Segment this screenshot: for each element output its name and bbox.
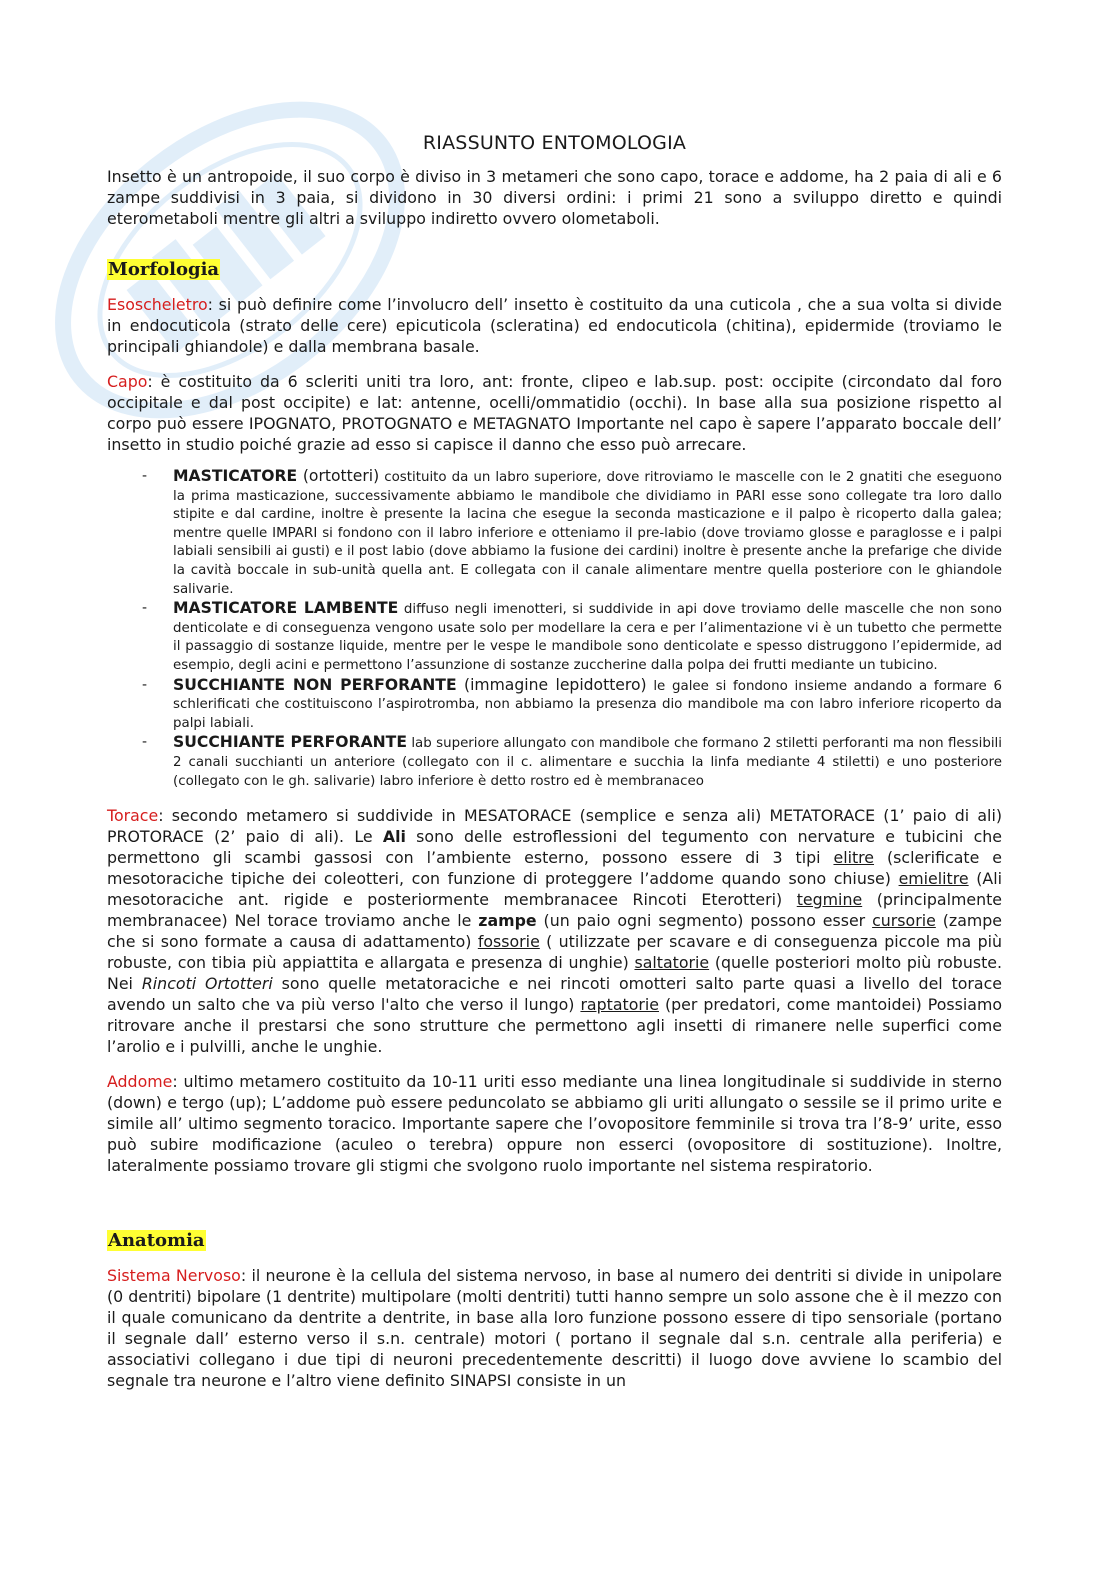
mouthparts-list	[107, 467, 1002, 791]
term-addome: Addome	[107, 1072, 173, 1092]
term-torace: Torace	[107, 806, 159, 826]
list-item: - MASTICATORE (ortotteri) costituito da un labro superiore, dove ritroviamo le mascelle con le 2 gnatiti che eseguono la prima masticazione, successivamente abbiamo le mandibole che dividiamo in PARI esse sono collegate tra loro dallo stipite e dal cardine, inoltre è presente la lacina che esegue la seconda masticazione e il palpo è ricoperto dalla galea; mentre quelle IMPARI si fondono con il labro inferiore e otteniamo il pre-labio (dove troviamo glosse e paraglosse e i palpi labiali sensibili ai gusti) e il post labio (dove abbiamo la fusione dei cardini) inoltre è presente anche la prefarige che divide la cavità boccale in sub-unità quella ant. E collegata con il canale alimentare mentre quella posteriore con le ghiandole salivarie.	[173, 467, 1002, 599]
term-esoscheletro: Esoscheletro	[107, 295, 208, 314]
list-item: - SUCCHIANTE NON PERFORANTE (immagine lepidottero) le galee si fondono insieme andando a formare 6 schlerificati che costituiscono l’aspirotromba, non abbiamo la presenza dio mandibole ma con labro inferiore ricoperto da palpi labiali.	[173, 676, 1002, 734]
section-heading-anatomia: Anatomia	[108, 1230, 205, 1252]
paragraph-torace: Torace: secondo metamero si suddivide in MESATORACE (semplice e senza ali) METATORACE (1’ paio di ali) PROTORACE (2’ paio di ali). Le Ali sono delle estroflessioni del tegumento con nervature e tubicini che permettono gli scambi gassosi con l’ambiente esterno, possono essere di 3 tipi elitre (sclerificate e mesotoraciche tipiche dei coleotteri, con funzione di proteggere l’addome quando sono chiuse) emielitre (Ali mesotoraciche ant. rigide e posteriormente membranacee Rincoti Eterotteri) tegmine (principalmente membranacee) Nel torace troviamo anche le zampe (un paio ogni segmento) possono esser cursorie (zampe che si sono formate a causa di adattamento) fossorie ( utilizzate per scavare e di conseguenza piccole ma più robuste, con tibia più appiattita e allargata e presenza di unghie) saltatorie (quelle posteriori molto più robuste. Nei Rincoti Ortotteri sono quelle metatoraciche e nei rincoti omotteri salto parte quasi a livello del torace avendo un salto che va più verso l'alto che verso il lungo) raptatorie (per predatori, come mantoidei) Possiamo ritrovare anche il prestarsi che sono strutture che permettono agli insetti di rimanere nelle superfici come l’arolio e i pulvilli, anche le unghie.	[107, 806, 1003, 1057]
section-heading-morfologia: Morfologia	[108, 259, 220, 280]
list-item: - SUCCHIANTE PERFORANTE lab superiore allungato con mandibole che formano 2 stiletti perforanti ma non flessibili 2 canali succhianti un anteriore (collegato con il c. alimentare e succhia la linfa mediante 4 stiletti) e uno posteriore (collegato con le gh. salivarie) labro inferiore è detto rostro ed è membranaceo	[173, 733, 1002, 791]
paragraph-addome: Addome: ultimo metamero costituito da 10-11 uriti esso mediante una linea longitudinale si suddivide in sterno (down) e tergo (up); L’addome può essere peduncolato se abbiamo gli uriti allungato o sessile se il primo urite e simile all’ ultimo segmento toracico. Importante sapere che l’ovopositore femminile si trova tra l’8-9’ urite, esso può subire modificazione (aculeo o terebra) oppure non esserci (ovopositore di sostituzione). Inoltre, lateralmente possiamo trovare gli stigmi che svolgono ruolo importante nel sistema respiratorio.	[107, 1072, 1002, 1176]
paragraph-capo: Capo: è costituito da 6 scleriti uniti tra loro, ant: fronte, clipeo e lab.sup. post: occipite (circondato dal foro occipitale e dal post occipite) e lat: antenne, ocelli/ommatidio (occhi). In base alla sua posizione rispetto al corpo può essere IPOGNATO, PROTOGNATO e METAGNATO Importante nel capo è sapere l’apparato boccale dell’ insetto in studio poiché grazie ad esso si capisce il danno che esso può arrecare.	[107, 372, 1002, 454]
list-item: - MASTICATORE LAMBENTE diffuso negli imenotteri, si suddivide in api dove troviamo delle mascelle che non sono denticolate e di conseguenza vengono usate solo per modellare la cera e per l’alimentazione vi è un tubetto che permette il passaggio di sostanze liquide, mentre per le vespe le mandibole sono denticolate e spesso distruggono l’epidermide, ad esempio, degli acini e permettono l’assunzione di sostanze zuccherine dalla polpa dei frutti mediante un tubicino.	[173, 599, 1002, 675]
paragraph-esoscheletro: Esoscheletro: si può definire come l’involucro dell’ insetto è costituito da una cuticola , che a sua volta si divide in endocuticola (strato delle cere) epicuticola (scleratina) ed endocuticola (chitina), epidermide (troviamo le principali ghiandole) e dalla membrana basale.	[107, 295, 1002, 356]
section-spacer	[107, 1190, 1002, 1230]
document-body	[107, 132, 1002, 1405]
intro-paragraph: Insetto è un antropoide, il suo corpo è diviso in 3 metameri che sono capo, torace e addome, ha 2 paia di ali e 6 zampe suddivisi in 3 paia, si dividono in 30 diversi ordini: i primi 21 sono a sviluppo diretto e quindi eterometaboli mentre gli altri a sviluppo indiretto ovvero olometaboli.	[107, 167, 1002, 228]
paragraph-sistema-nervoso: Sistema Nervoso: il neurone è la cellula del sistema nervoso, in base al numero dei dentriti si divide in unipolare (0 dentriti) bipolare (1 dentrite) multipolare (molti dentriti) tutti hanno sempre un solo assone che è il mezzo con il quale comunicano da dentrite a dentrite, in base alla loro funzione possono essere di tipo sensoriale (portano il segnale dall’ esterno verso il s.n. centrale) motori ( portano il segnale dal s.n. centrale alla periferia) e associativi collegano i due tipi di neuroni precedentemente descritti) il luogo dove avviene lo scambio del segnale tra neurone e l’altro viene definito SINAPSI consiste in un	[107, 1266, 1002, 1391]
term-capo: Capo	[107, 372, 148, 391]
document-title: RIASSUNTO ENTOMOLOGIA	[422, 132, 687, 154]
term-sistema-nervoso: Sistema Nervoso	[107, 1266, 241, 1286]
